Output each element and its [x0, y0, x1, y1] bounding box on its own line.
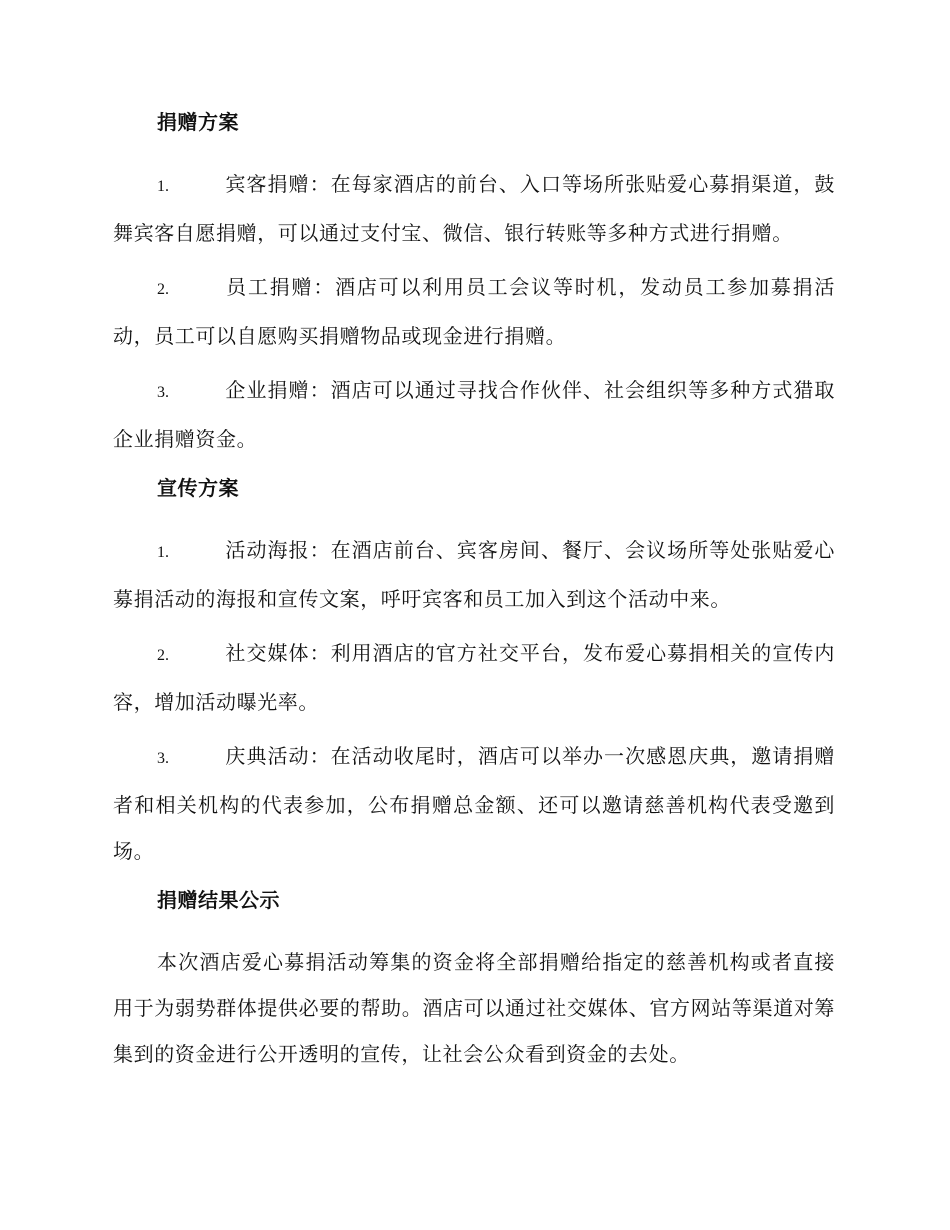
list-item-number: 2.	[157, 281, 169, 298]
list-item	[113, 733, 835, 874]
list-item-number: 1.	[157, 178, 169, 195]
list-item	[113, 527, 835, 622]
list-item	[113, 630, 835, 725]
list-item-text: 庆典活动：在活动收尾时，酒店可以举办一次感恩庆典，邀请捐赠者和相关机构的代表参加，公布捐赠总金额、还可以邀请慈善机构代表受邀到场。	[113, 744, 835, 863]
list-item-number: 3.	[157, 384, 169, 401]
section-heading-publicity-plan: 宣传方案	[157, 476, 239, 500]
list-item-number: 3.	[157, 750, 169, 767]
document-page	[113, 108, 835, 1077]
results-paragraph: 本次酒店爱心募捐活动筹集的资金将全部捐赠给指定的慈善机构或者直接用于为弱势群体提供必要的帮助。酒店可以通过社交媒体、官方网站等渠道对筹集到的资金进行公开透明的宣传，让社会公众看到资金的去处。	[113, 950, 835, 1066]
list-item-number: 1.	[157, 544, 169, 561]
list-item-text: 活动海报：在酒店前台、宾客房间、餐厅、会议场所等处张贴爱心募捐活动的海报和宣传文案，呼吁宾客和员工加入到这个活动中来。	[113, 538, 835, 611]
list-item-text: 宾客捐赠：在每家酒店的前台、入口等场所张贴爱心募捐渠道，鼓舞宾客自愿捐赠，可以通过支付宝、微信、银行转账等多种方式进行捐赠。	[113, 172, 835, 245]
section-heading-donation-results: 捐赠结果公示	[157, 888, 280, 912]
list-item	[113, 367, 835, 462]
section-heading-donation-plan: 捐赠方案	[157, 110, 239, 134]
list-item-text: 社交媒体：利用酒店的官方社交平台，发布爱心募捐相关的宣传内容，增加活动曝光率。	[113, 641, 835, 714]
list-item	[113, 264, 835, 359]
list-item-text: 企业捐赠：酒店可以通过寻找合作伙伴、社会组织等多种方式猎取企业捐赠资金。	[113, 378, 835, 451]
list-item	[113, 161, 835, 256]
list-item-number: 2.	[157, 647, 169, 664]
list-item-text: 员工捐赠：酒店可以利用员工会议等时机，发动员工参加募捐活动，员工可以自愿购买捐赠物品或现金进行捐赠。	[113, 275, 835, 348]
